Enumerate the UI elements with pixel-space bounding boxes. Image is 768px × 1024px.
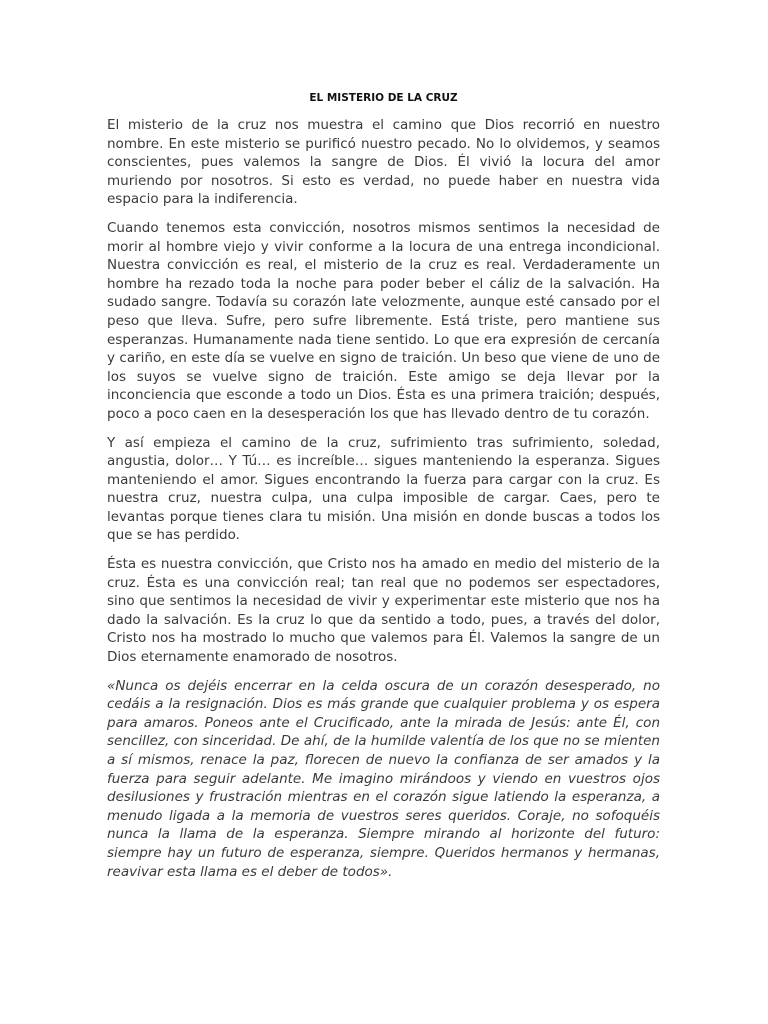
paragraph-4: Ésta es nuestra convicción, que Cristo nos ha amado en medio del misterio de la cruz. Ésta es una convicción real; tan real que no podemos ser espectadores, sino que sentimos la necesidad de vivir y experimentar este misterio que nos ha dado la salvación. Es la cruz lo que da sentido a todo, pues, a través del dolor, Cristo nos ha mostrado lo mucho que valemos para Él. Valemos la sangre de un Dios eternamente enamorado de nosotros. <box>107 556 660 666</box>
paragraph-2: Cuando tenemos esta convicción, nosotros mismos sentimos la necesidad de morir al hombre viejo y vivir conforme a la locura de una entrega incondicional. Nuestra convicción es real, el misterio de la cruz es real. Verdaderamente un hombre ha rezado toda la noche para poder beber el cáliz de la salvación. Ha sudado sangre. Todavía su corazón late velozmente, aunque esté cansado por el peso que lleva. Sufre, pero sufre libremente. Está triste, pero mantiene sus esperanzas. Humanamente nada tiene sentido. Lo que era expresión de cercanía y cariño, en este día se vuelve en signo de traición. Un beso que viene de uno de los suyos se vuelve signo de traición. Este amigo se deja llevar por la inconciencia que esconde a todo un Dios. Ésta es una primera traición; después, poco a poco caen en la desesperación los que has llevado dentro de tu corazón. <box>107 219 660 422</box>
document-title: EL MISTERIO DE LA CRUZ <box>309 92 458 104</box>
quote-paragraph: «Nunca os dejéis encerrar en la celda oscura de un corazón desesperado, no cedáis a la resignación. Dios es más grande que cualquier problema y os espera para amaros. Poneos ante el Crucificado, ante la mirada de Jesús: ante Él, con sencillez, con sinceridad. De ahí, de la humilde valentía de los que no se mienten a sí mismos, renace la paz, florecen de nuevo la confianza de ser amados y la fuerza para seguir adelante. Me imagino mirándoos y viendo en vuestros ojos desilusiones y frustración mientras en el corazón sigue latiendo la esperanza, a menudo ligada a la memoria de vuestros seres queridos. Coraje, no sofoquéis nunca la llama de la esperanza. Siempre mirando al horizonte del futuro: siempre hay un futuro de esperanza, siempre. Queridos hermanos y hermanas, reavivar esta llama es el deber de todos». <box>107 677 660 880</box>
paragraph-1: El misterio de la cruz nos muestra el camino que Dios recorrió en nuestro nombre. En este misterio se purificó nuestro pecado. No lo olvidemos, y seamos conscientes, pues valemos la sangre de Dios. Él vivió la locura del amor muriendo por nosotros. Si esto es verdad, no puede haber en nuestra vida espacio para la indiferencia. <box>107 117 660 208</box>
document-page <box>107 92 660 891</box>
paragraph-3: Y así empieza el camino de la cruz, sufrimiento tras sufrimiento, soledad, angustia, dolor… Y Tú… es increíble… sigues manteniendo la esperanza. Sigues manteniendo el amor. Sigues encontrando la fuerza para cargar con la cruz. Es nuestra cruz, nuestra culpa, una culpa imposible de cargar. Caes, pero te levantas porque tienes clara tu misión. Una misión en donde buscas a todos los que se has perdido. <box>107 434 660 544</box>
